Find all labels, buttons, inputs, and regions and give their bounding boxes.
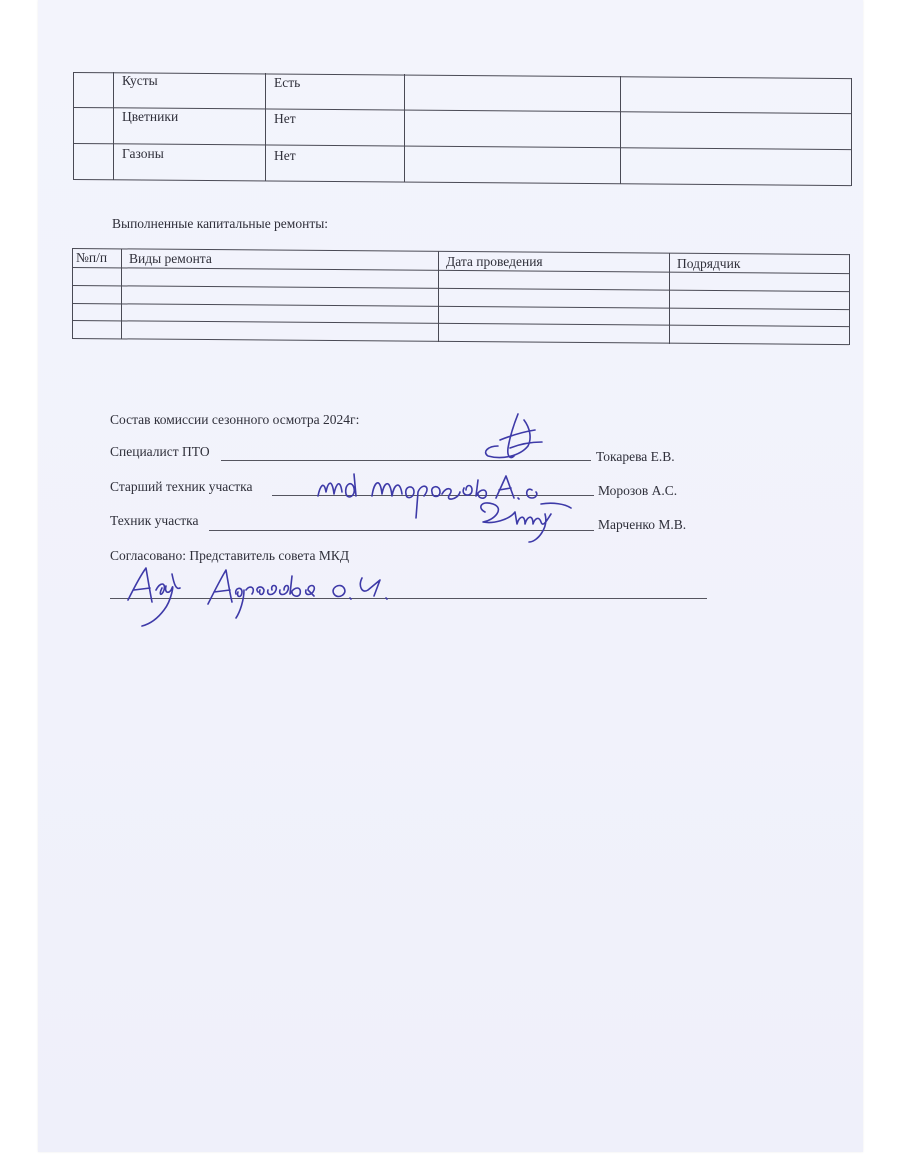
table-row-name: Кусты [122, 73, 158, 88]
table-row-name: Газоны [122, 146, 164, 161]
member-role: Специалист ПТО [110, 444, 210, 459]
member-role: Старший техник участка [110, 479, 253, 494]
signature-marchenko [475, 498, 575, 548]
table-row-status: Нет [274, 148, 296, 163]
table-row-name: Цветники [122, 109, 179, 124]
column-header-contractor: Подрядчик [677, 256, 741, 271]
column-header-repair-type: Виды ремонта [129, 251, 212, 266]
member-name: Марченко М.В. [598, 517, 687, 532]
table-row-status: Есть [274, 75, 301, 90]
column-header-date: Дата проведения [446, 254, 543, 269]
member-name: Морозов А.С. [598, 483, 678, 498]
column-header-number: №п/п [76, 250, 108, 265]
member-role: Техник участка [110, 513, 199, 528]
signature-council-representative [118, 560, 408, 630]
signature-tokareva [480, 412, 550, 472]
member-name: Токарева Е.В. [596, 449, 675, 464]
table-row-status: Нет [274, 111, 296, 126]
approval-text: Согласовано: Представитель совета МКД [110, 548, 350, 563]
commission-heading: Состав комиссии сезонного осмотра 2024г: [110, 412, 360, 427]
repairs-heading: Выполненные капитальные ремонты: [112, 216, 329, 231]
